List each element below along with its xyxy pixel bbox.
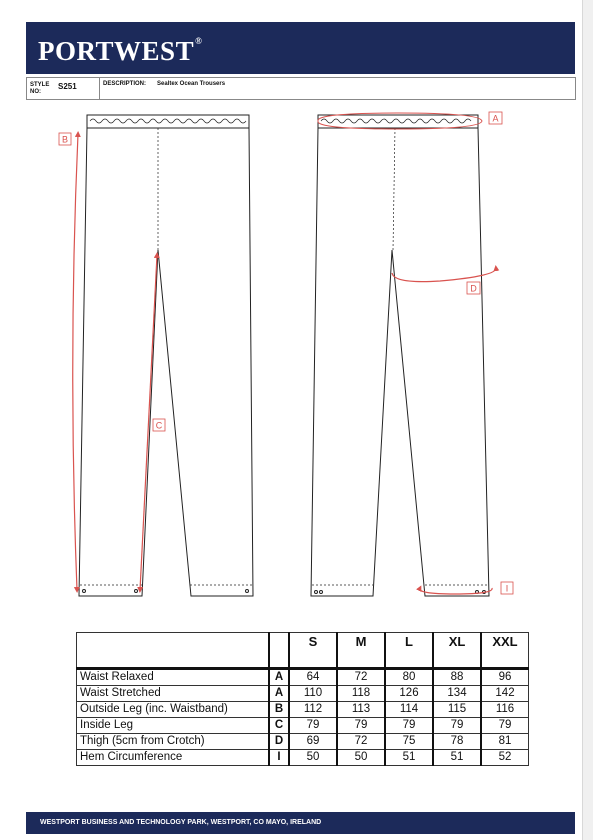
measurement-name: Thigh (5cm from Crotch)	[77, 734, 270, 750]
table-row	[77, 734, 529, 750]
back-waistband	[318, 115, 478, 128]
measurement-lines	[73, 113, 499, 594]
product-info-row	[26, 77, 576, 100]
back-center-seam	[393, 128, 395, 250]
size-header-l: L	[385, 633, 433, 651]
value-xl: 134	[433, 686, 481, 702]
technical-drawing	[0, 100, 583, 610]
marker-i	[501, 582, 513, 594]
measurement-code: A	[269, 686, 289, 702]
header-code-empty	[269, 633, 289, 651]
table-row	[77, 669, 529, 686]
value-l: 75	[385, 734, 433, 750]
logo-text: PORTWEST	[38, 36, 195, 66]
value-l: 114	[385, 702, 433, 718]
value-m: 79	[337, 718, 385, 734]
size-header-s: S	[289, 633, 337, 651]
measure-i-hem	[420, 588, 492, 594]
description-label: DESCRIPTION:	[103, 81, 147, 87]
marker-a-label: A	[492, 113, 499, 124]
measurement-code: A	[269, 669, 289, 686]
value-xxl: 116	[481, 702, 529, 718]
value-m: 118	[337, 686, 385, 702]
marker-c	[153, 419, 165, 431]
measurement-code: D	[269, 734, 289, 750]
value-m: 50	[337, 750, 385, 766]
table-row	[77, 718, 529, 734]
header-empty	[77, 633, 270, 651]
marker-d	[467, 282, 480, 294]
value-xl: 79	[433, 718, 481, 734]
marker-c-label: C	[155, 420, 163, 431]
value-m: 72	[337, 734, 385, 750]
value-xxl: 142	[481, 686, 529, 702]
table-row	[77, 750, 529, 766]
measure-b-outside-leg	[73, 134, 78, 590]
value-s: 64	[289, 669, 337, 686]
back-waist-gathers	[321, 119, 471, 123]
brand-logo	[38, 36, 202, 67]
value-s: 112	[289, 702, 337, 718]
measurement-name: Outside Leg (inc. Waistband)	[77, 702, 270, 718]
size-header-xl: XL	[433, 633, 481, 651]
value-xxl: 79	[481, 718, 529, 734]
value-xxl: 52	[481, 750, 529, 766]
measurement-name: Inside Leg	[77, 718, 270, 734]
marker-d-label: D	[470, 283, 477, 294]
value-xl: 51	[433, 750, 481, 766]
back-outline	[311, 128, 489, 596]
description-cell	[101, 78, 575, 99]
value-s: 110	[289, 686, 337, 702]
style-label	[30, 82, 49, 96]
header-spacer-row	[77, 650, 529, 669]
marker-i-label: I	[505, 583, 509, 594]
value-m: 72	[337, 669, 385, 686]
value-l: 51	[385, 750, 433, 766]
marker-b	[59, 133, 71, 145]
front-waist-gathers	[90, 119, 246, 123]
value-xl: 115	[433, 702, 481, 718]
size-header-xxl: XXL	[481, 633, 529, 651]
trousers-back-view	[311, 115, 489, 596]
page-edge	[582, 0, 593, 840]
value-xxl: 96	[481, 669, 529, 686]
value-xl: 88	[433, 669, 481, 686]
value-l: 79	[385, 718, 433, 734]
footer-banner	[26, 812, 575, 834]
style-number: S251	[58, 82, 77, 91]
marker-b-label: B	[61, 134, 69, 145]
size-header-m: M	[337, 633, 385, 651]
registered-mark: ®	[195, 36, 203, 46]
table-row	[77, 686, 529, 702]
value-xl: 78	[433, 734, 481, 750]
marker-a	[489, 112, 502, 124]
measurement-code: C	[269, 718, 289, 734]
measurement-code: I	[269, 750, 289, 766]
value-s: 69	[289, 734, 337, 750]
value-l: 126	[385, 686, 433, 702]
value-s: 79	[289, 718, 337, 734]
style-label-line1: STYLE	[30, 82, 50, 88]
size-header-row	[77, 633, 529, 651]
size-chart-table	[76, 632, 529, 766]
value-m: 113	[337, 702, 385, 718]
table-row	[77, 702, 529, 718]
measurement-name: Waist Stretched	[77, 686, 270, 702]
style-label-line2: NO:	[30, 89, 41, 95]
measure-d-thigh	[392, 268, 496, 282]
header-banner	[26, 22, 575, 74]
footer-address: WESTPORT BUSINESS AND TECHNOLOGY PARK, WESTPORT, CO MAYO, IRELAND	[40, 819, 322, 826]
front-outline	[79, 128, 253, 596]
value-s: 50	[289, 750, 337, 766]
measurement-name: Waist Relaxed	[77, 669, 270, 686]
value-xxl: 81	[481, 734, 529, 750]
trousers-front-view	[79, 115, 253, 596]
value-l: 80	[385, 669, 433, 686]
description-value: Sealtex Ocean Trousers	[157, 81, 226, 87]
measurement-name: Hem Circumference	[77, 750, 270, 766]
measurement-code: B	[269, 702, 289, 718]
style-cell	[27, 78, 100, 99]
